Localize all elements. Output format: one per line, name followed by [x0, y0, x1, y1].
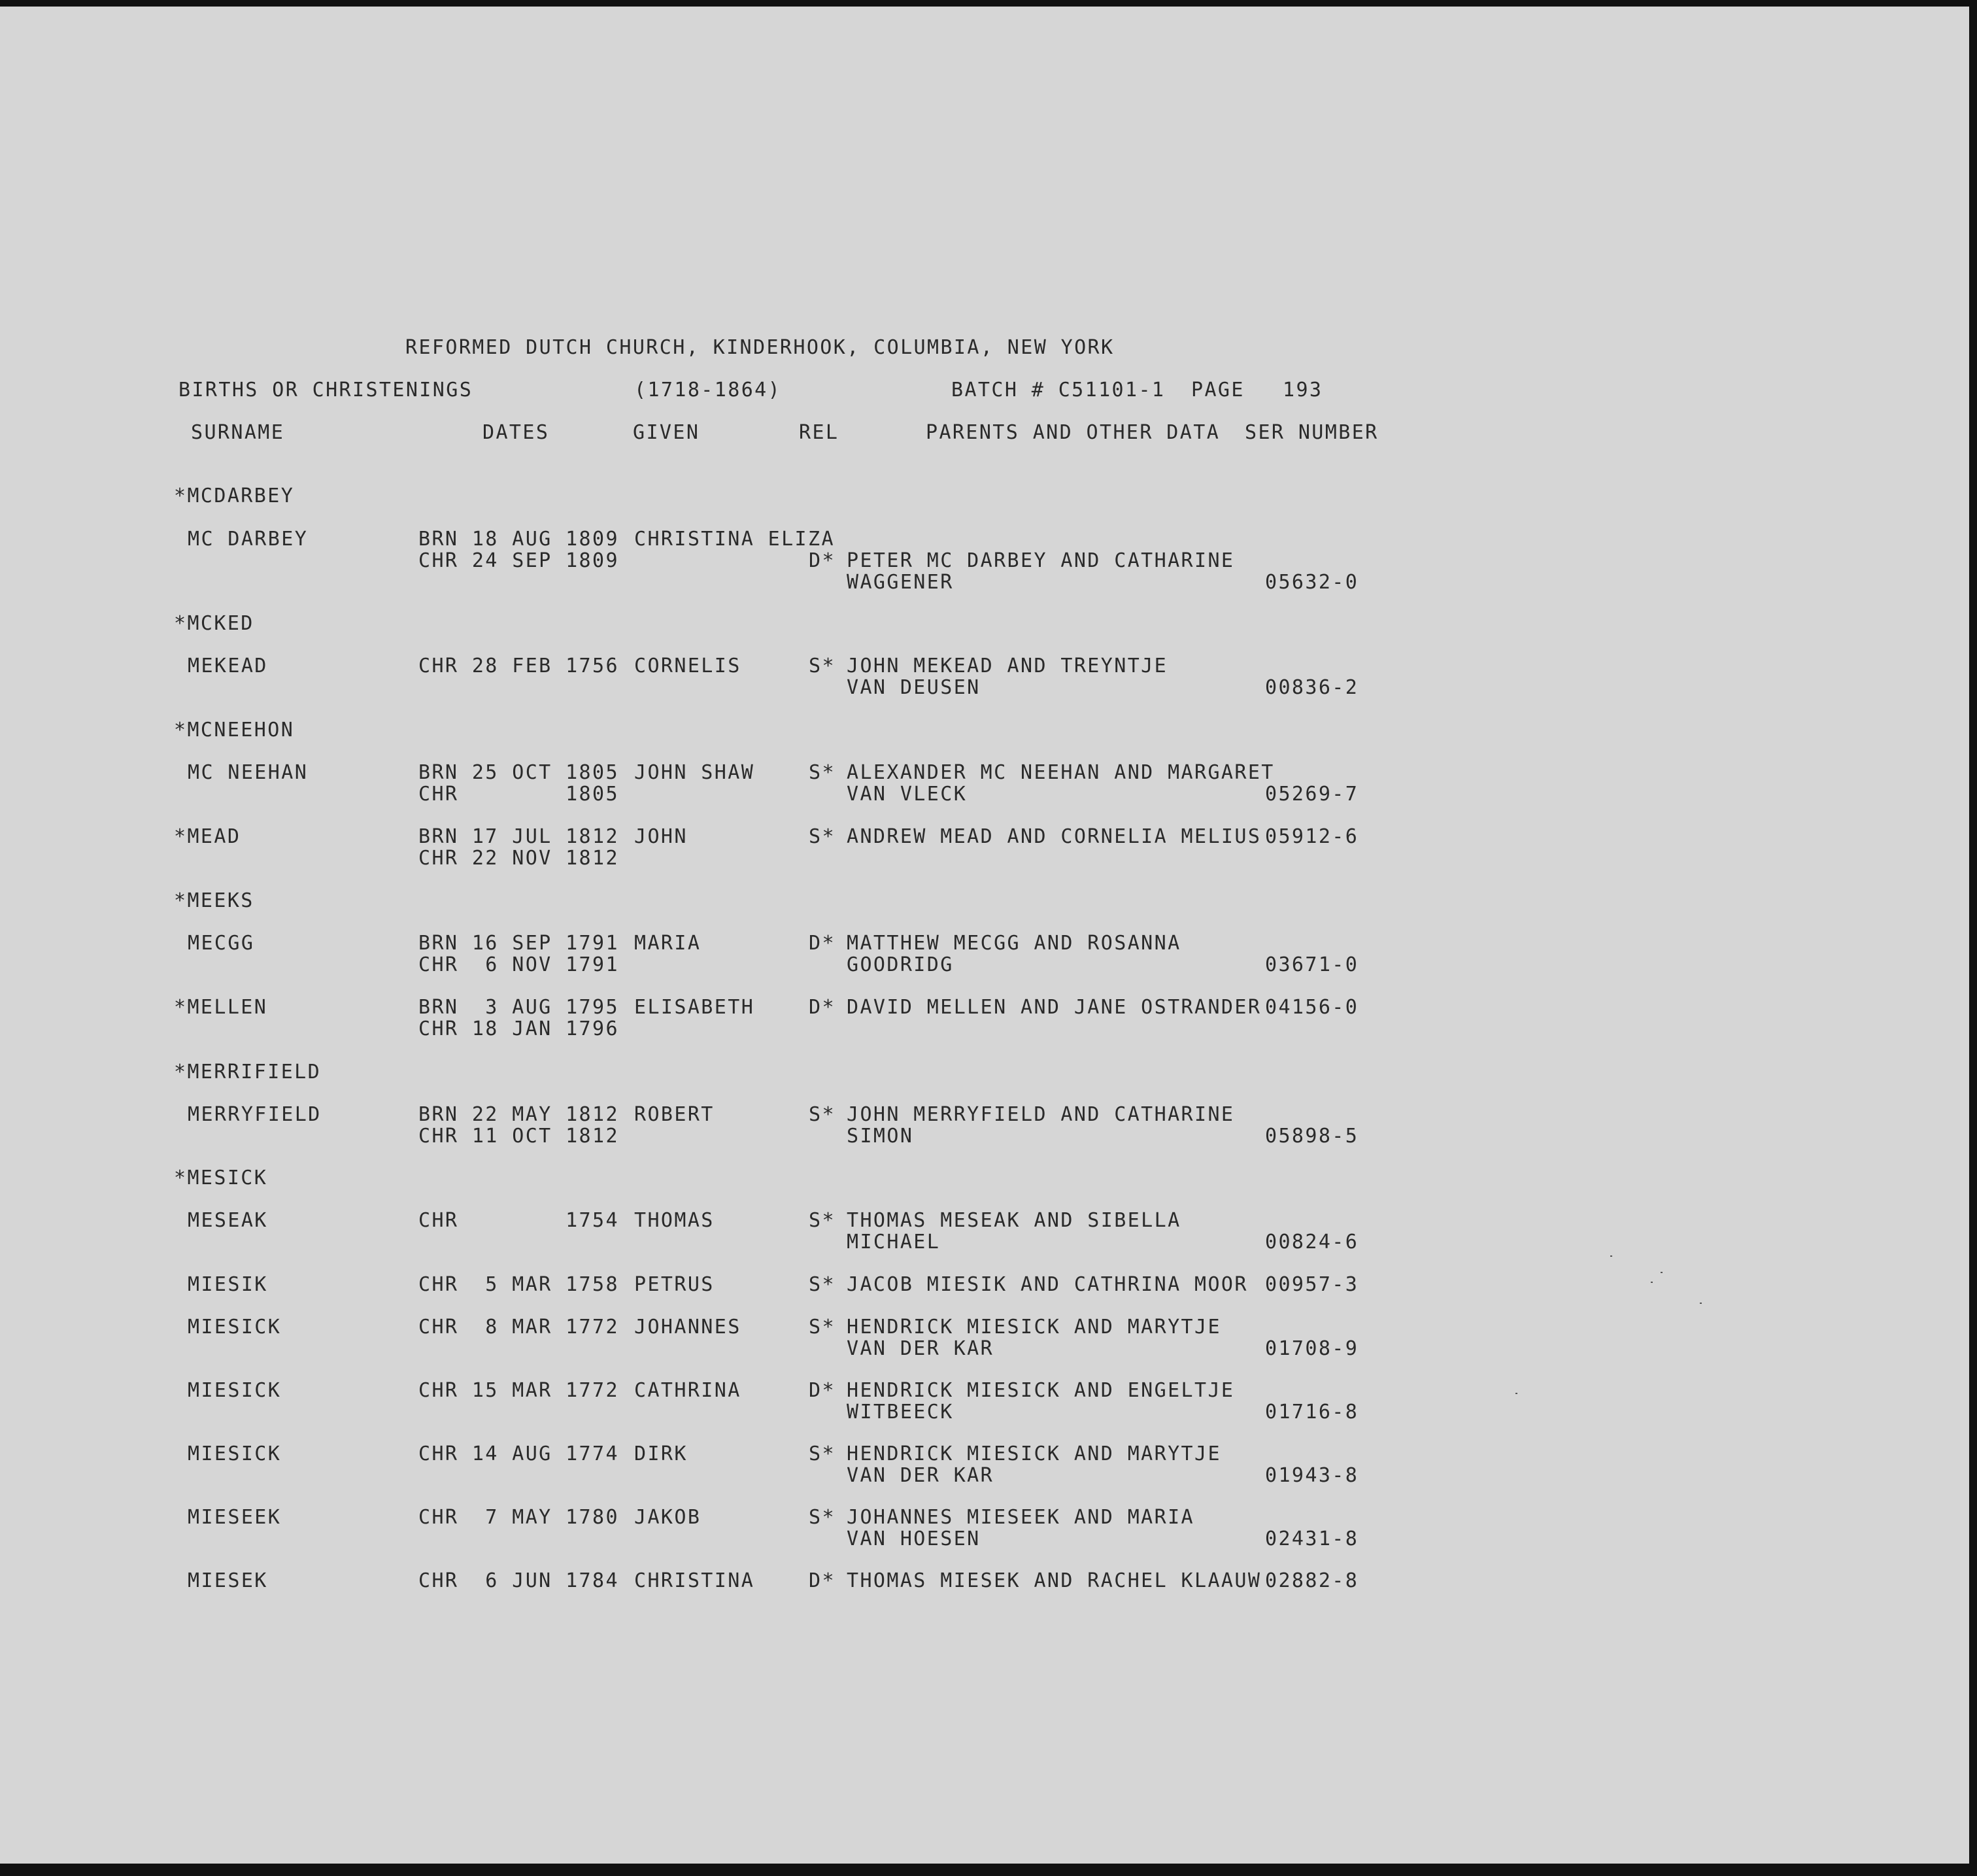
record-date: BRN 22 MAY 1812 — [418, 1103, 619, 1126]
record-given: THOMAS — [634, 1209, 715, 1232]
record-parents: THOMAS MESEAK AND SIBELLA — [847, 1209, 1181, 1232]
record-date: CHR 5 MAR 1758 — [418, 1273, 619, 1296]
record-date: CHR 1805 — [418, 783, 619, 806]
record-date: CHR 6 JUN 1784 — [418, 1569, 619, 1592]
record-parents: PETER MC DARBEY AND CATHARINE — [847, 549, 1235, 572]
group-heading: *MCKED — [174, 612, 254, 635]
record-rel: S* — [809, 1316, 836, 1339]
record-type: BIRTHS OR CHRISTENINGS — [178, 379, 473, 401]
batch-number: BATCH # C51101-1 — [951, 379, 1166, 401]
record-ser-number: 05898-5 — [1265, 1125, 1359, 1148]
record-surname: MIESICK — [188, 1379, 282, 1402]
record-parents: HENDRICK MIESICK AND MARYTJE — [847, 1316, 1221, 1339]
record-surname: MECGG — [188, 932, 255, 955]
record-surname: MIESEEK — [188, 1506, 282, 1529]
record-ser-number: 00957-3 — [1265, 1273, 1359, 1296]
group-heading: *MERRIFIELD — [174, 1061, 322, 1083]
record-ser-number: 05912-6 — [1265, 825, 1359, 848]
record-parents: ALEXANDER MC NEEHAN AND MARGARET — [847, 761, 1275, 784]
record-parents: SIMON — [847, 1125, 914, 1148]
record-given: PETRUS — [634, 1273, 715, 1296]
record-given: CORNELIS — [634, 655, 741, 677]
record-parents: VAN HOESEN — [847, 1527, 981, 1550]
record-date: BRN 16 SEP 1791 — [418, 932, 619, 955]
record-ser-number: 03671-0 — [1265, 953, 1359, 976]
record-ser-number: 05632-0 — [1265, 571, 1359, 594]
record-date: BRN 17 JUL 1812 — [418, 825, 619, 848]
scan-speck — [1515, 1393, 1517, 1394]
record-parents: VAN VLECK — [847, 783, 968, 806]
record-parents: WAGGENER — [847, 571, 954, 594]
record-given: DIRK — [634, 1442, 688, 1465]
record-rel: D* — [809, 932, 836, 955]
col-surname: SURNAME — [191, 421, 285, 444]
record-ser-number: 02431-8 — [1265, 1527, 1359, 1550]
record-rel: S* — [809, 1103, 836, 1126]
record-rel: S* — [809, 1273, 836, 1296]
record-ser-number: 01943-8 — [1265, 1464, 1359, 1487]
page-label: PAGE — [1191, 379, 1245, 401]
record-surname: MC NEEHAN — [188, 761, 309, 784]
col-given: GIVEN — [633, 421, 700, 444]
record-parents: JACOB MIESIK AND CATHRINA MOOR — [847, 1273, 1248, 1296]
record-given: CHRISTINA ELIZA — [634, 528, 835, 551]
record-surname: MEKEAD — [188, 655, 268, 677]
record-rel: D* — [809, 996, 836, 1019]
record-rel: D* — [809, 1569, 836, 1592]
col-parents: PARENTS AND OTHER DATA — [926, 421, 1221, 444]
record-date: CHR 14 AUG 1774 — [418, 1442, 619, 1465]
document-page — [0, 7, 1969, 1864]
record-ser-number: 00824-6 — [1265, 1231, 1359, 1254]
group-heading: *MESICK — [174, 1167, 268, 1189]
record-rel: S* — [809, 655, 836, 677]
record-rel: S* — [809, 1209, 836, 1232]
record-parents: DAVID MELLEN AND JANE OSTRANDER — [847, 996, 1262, 1019]
record-surname: *MELLEN — [174, 996, 268, 1019]
record-given: JOHN SHAW — [634, 761, 755, 784]
record-date: CHR 24 SEP 1809 — [418, 549, 619, 572]
record-parents: HENDRICK MIESICK AND ENGELTJE — [847, 1379, 1235, 1402]
record-rel: S* — [809, 761, 836, 784]
record-given: ELISABETH — [634, 996, 755, 1019]
record-surname: MERRYFIELD — [188, 1103, 322, 1126]
record-parents: JOHANNES MIESEEK AND MARIA — [847, 1506, 1194, 1529]
record-parents: JOHN MEKEAD AND TREYNTJE — [847, 655, 1168, 677]
record-parents: WITBEECK — [847, 1401, 954, 1424]
record-parents: ANDREW MEAD AND CORNELIA MELIUS — [847, 825, 1262, 848]
record-rel: D* — [809, 1379, 836, 1402]
record-ser-number: 02882-8 — [1265, 1569, 1359, 1592]
record-surname: MESEAK — [188, 1209, 268, 1232]
year-range: (1718-1864) — [634, 379, 782, 401]
record-rel: D* — [809, 549, 836, 572]
record-parents: JOHN MERRYFIELD AND CATHARINE — [847, 1103, 1235, 1126]
record-date: CHR 22 NOV 1812 — [418, 847, 619, 870]
record-date: CHR 28 FEB 1756 — [418, 655, 619, 677]
page-title: REFORMED DUTCH CHURCH, KINDERHOOK, COLUMBIA, NEW YORK — [405, 336, 1115, 359]
record-date: CHR 15 MAR 1772 — [418, 1379, 619, 1402]
record-parents: HENDRICK MIESICK AND MARYTJE — [847, 1442, 1221, 1465]
scan-speck — [1700, 1303, 1702, 1304]
page-number: 193 — [1283, 379, 1323, 401]
record-given: JAKOB — [634, 1506, 701, 1529]
record-parents: VAN DER KAR — [847, 1464, 994, 1487]
record-rel: S* — [809, 825, 836, 848]
record-given: JOHANNES — [634, 1316, 741, 1339]
record-given: ROBERT — [634, 1103, 715, 1126]
record-date: CHR 7 MAY 1780 — [418, 1506, 619, 1529]
record-surname: MC DARBEY — [188, 528, 309, 551]
record-date: BRN 25 OCT 1805 — [418, 761, 619, 784]
record-surname: MIESIK — [188, 1273, 268, 1296]
record-ser-number: 00836-2 — [1265, 676, 1359, 699]
record-rel: S* — [809, 1506, 836, 1529]
record-parents: VAN DER KAR — [847, 1337, 994, 1360]
group-heading: *MEEKS — [174, 889, 254, 912]
record-surname: *MEAD — [174, 825, 241, 848]
record-date: BRN 3 AUG 1795 — [418, 996, 619, 1019]
record-rel: S* — [809, 1442, 836, 1465]
record-surname: MIESEK — [188, 1569, 268, 1592]
scan-speck — [1661, 1272, 1663, 1273]
record-ser-number: 01708-9 — [1265, 1337, 1359, 1360]
record-date: CHR 8 MAR 1772 — [418, 1316, 619, 1339]
record-parents: MATTHEW MECGG AND ROSANNA — [847, 932, 1181, 955]
col-rel: REL — [799, 421, 839, 444]
scan-speck — [1651, 1282, 1653, 1283]
record-ser-number: 05269-7 — [1265, 783, 1359, 806]
record-date: CHR 11 OCT 1812 — [418, 1125, 619, 1148]
record-date: CHR 6 NOV 1791 — [418, 953, 619, 976]
col-dates: DATES — [482, 421, 550, 444]
record-ser-number: 04156-0 — [1265, 996, 1359, 1019]
record-given: MARIA — [634, 932, 701, 955]
record-parents: MICHAEL — [847, 1231, 941, 1254]
col-ser-number: SER NUMBER — [1245, 421, 1379, 444]
record-given: JOHN — [634, 825, 688, 848]
record-surname: MIESICK — [188, 1442, 282, 1465]
record-date: BRN 18 AUG 1809 — [418, 528, 619, 551]
record-date: CHR 1754 — [418, 1209, 619, 1232]
record-surname: MIESICK — [188, 1316, 282, 1339]
record-parents: GOODRIDG — [847, 953, 954, 976]
group-heading: *MCNEEHON — [174, 719, 295, 742]
record-given: CHRISTINA — [634, 1569, 755, 1592]
record-date: CHR 18 JAN 1796 — [418, 1017, 619, 1040]
scan-speck — [1610, 1255, 1612, 1257]
record-parents: THOMAS MIESEK AND RACHEL KLAAUW — [847, 1569, 1262, 1592]
record-ser-number: 01716-8 — [1265, 1401, 1359, 1424]
group-heading: *MCDARBEY — [174, 485, 295, 507]
record-given: CATHRINA — [634, 1379, 741, 1402]
record-parents: VAN DEUSEN — [847, 676, 981, 699]
